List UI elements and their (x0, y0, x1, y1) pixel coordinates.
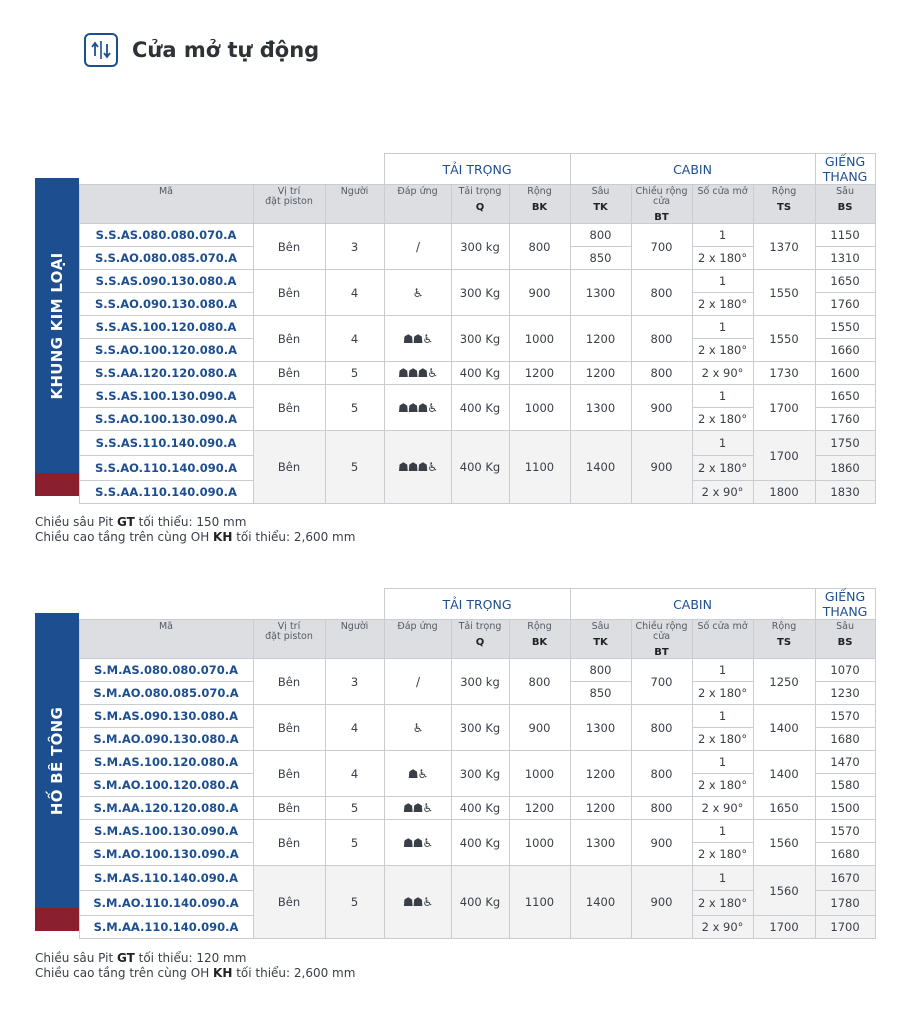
spec-table (35, 588, 876, 939)
model-code: S.S.AA.120.120.080.A (79, 362, 253, 385)
col-piston-line1: Vị trí (277, 621, 301, 632)
persons: 5 (325, 431, 384, 504)
spacer (35, 154, 384, 185)
shaft-depth: 1760 (815, 293, 875, 316)
band-cell (35, 866, 79, 891)
shaft-depth: 1310 (815, 247, 875, 270)
load-value: 400 Kg (451, 866, 509, 939)
col-door-line1: Chiều rộng (635, 621, 688, 632)
model-code: S.S.AS.100.120.080.A (79, 316, 253, 339)
shaft-depth: 1750 (815, 431, 875, 456)
door-count: 1 (692, 385, 753, 408)
cabin-width: 1000 (509, 316, 570, 362)
load-value: 300 kg (451, 659, 509, 705)
persons: 4 (325, 751, 384, 797)
shaft-depth: 1570 (815, 705, 875, 728)
col-shaft-width (753, 185, 815, 224)
cabin-depth: 1200 (570, 316, 631, 362)
cabin-depth: 850 (570, 682, 631, 705)
shaft-depth: 1580 (815, 774, 875, 797)
col-door-width (631, 620, 692, 659)
cabin-width: 800 (509, 224, 570, 270)
band-cell (35, 185, 79, 224)
col-shaft-width (753, 620, 815, 659)
table-khung-kim-loai (35, 153, 876, 502)
note-overhead: Chiều cao tầng trên cùng OH KH tối thiểu: 2,600 mm (35, 966, 356, 980)
model-code: S.S.AO.100.130.090.A (79, 408, 253, 431)
col-shaft-depth-label: Sâu (836, 186, 854, 197)
vertical-band-label: HỐ BÊ TÔNG (48, 706, 66, 815)
door-width: 900 (631, 866, 692, 939)
col-code: Mã (79, 620, 253, 659)
shaft-width: 1250 (753, 659, 815, 705)
shaft-width: 1370 (753, 224, 815, 270)
cabin-depth: 1200 (570, 751, 631, 797)
band-cell (35, 891, 79, 916)
persons: 3 (325, 659, 384, 705)
col-shaft-depth-symbol: BS (837, 637, 853, 648)
page-header (84, 33, 319, 67)
col-piston-line2: đặt piston (265, 631, 313, 642)
vertical-band-label: KHUNG KIM LOẠI (48, 252, 66, 399)
door-count: 1 (692, 224, 753, 247)
load-value: 400 Kg (451, 431, 509, 504)
cabin-depth: 850 (570, 247, 631, 270)
load-value: 300 Kg (451, 270, 509, 316)
band-cell (35, 385, 79, 408)
col-shaft-width-symbol: TS (777, 202, 792, 213)
door-count: 2 x 90° (692, 481, 753, 504)
piston-position: Bên (253, 224, 325, 270)
spec-table (35, 153, 876, 504)
col-access: Đáp ứng (384, 620, 451, 659)
piston-position: Bên (253, 385, 325, 431)
load-value: 300 Kg (451, 316, 509, 362)
col-cabin-depth (570, 620, 631, 659)
col-piston-line2: đặt piston (265, 196, 313, 207)
door-width: 800 (631, 751, 692, 797)
table-ho-be-tong (35, 588, 876, 937)
col-load (451, 185, 509, 224)
model-code: S.S.AS.100.130.090.A (79, 385, 253, 408)
shaft-depth: 1780 (815, 891, 875, 916)
col-cabin-width (509, 185, 570, 224)
door-width: 900 (631, 385, 692, 431)
accessibility-icon: ☗☗♿ (384, 797, 451, 820)
model-code: S.M.AO.100.120.080.A (79, 774, 253, 797)
group-shaft: GIẾNG THANG (815, 589, 875, 620)
persons: 5 (325, 866, 384, 939)
table-row (35, 224, 875, 247)
table-row (35, 316, 875, 339)
cabin-depth: 1300 (570, 270, 631, 316)
page-title: Cửa mở tự động (132, 38, 320, 62)
model-code: S.M.AS.100.120.080.A (79, 751, 253, 774)
door-count: 2 x 180° (692, 728, 753, 751)
cabin-width: 900 (509, 705, 570, 751)
piston-position: Bên (253, 431, 325, 504)
col-persons: Người (325, 620, 384, 659)
persons: 4 (325, 316, 384, 362)
cabin-width: 1200 (509, 797, 570, 820)
model-code: S.M.AS.100.130.090.A (79, 820, 253, 843)
accessibility-icon: ☗♿ (384, 751, 451, 797)
accessibility-icon: / (384, 224, 451, 270)
shaft-depth: 1700 (815, 916, 875, 939)
piston-position: Bên (253, 705, 325, 751)
shaft-depth: 1550 (815, 316, 875, 339)
model-code: S.S.AO.080.085.070.A (79, 247, 253, 270)
cabin-depth: 1200 (570, 797, 631, 820)
shaft-depth: 1470 (815, 751, 875, 774)
band-cell (35, 339, 79, 362)
col-cabin-depth-label: Sâu (591, 621, 610, 632)
load-value: 400 Kg (451, 820, 509, 866)
model-code: S.M.AO.090.130.080.A (79, 728, 253, 751)
door-count: 2 x 180° (692, 247, 753, 270)
band-cell (35, 247, 79, 270)
table-row (35, 362, 875, 385)
table-row (35, 659, 875, 682)
door-width: 800 (631, 705, 692, 751)
elevator-updown-icon (84, 33, 118, 67)
band-cell (35, 705, 79, 728)
shaft-depth: 1650 (815, 385, 875, 408)
persons: 5 (325, 385, 384, 431)
col-load-symbol: Q (475, 637, 485, 648)
shaft-width: 1550 (753, 316, 815, 362)
band-cell (35, 408, 79, 431)
group-load: TẢI TRỌNG (384, 589, 570, 620)
col-cabin-depth-symbol: TK (593, 637, 608, 648)
col-door-line1: Chiều rộng (635, 186, 688, 197)
band-cell (35, 431, 79, 456)
accessibility-icon: ♿ (384, 270, 451, 316)
model-code: S.S.AA.110.140.090.A (79, 481, 253, 504)
col-door-line2: cửa (652, 631, 671, 642)
piston-position: Bên (253, 866, 325, 939)
door-width: 700 (631, 224, 692, 270)
door-width: 700 (631, 659, 692, 705)
model-code: S.S.AS.110.140.090.A (79, 431, 253, 456)
band-cell (35, 362, 79, 385)
shaft-width: 1730 (753, 362, 815, 385)
shaft-width: 1700 (753, 431, 815, 481)
group-cabin: CABIN (570, 154, 815, 185)
door-count: 2 x 90° (692, 362, 753, 385)
col-shaft-depth (815, 620, 875, 659)
shaft-width: 1550 (753, 270, 815, 316)
piston-position: Bên (253, 362, 325, 385)
shaft-width: 1560 (753, 820, 815, 866)
cabin-depth: 1300 (570, 705, 631, 751)
col-load (451, 620, 509, 659)
load-value: 300 kg (451, 224, 509, 270)
model-code: S.S.AO.090.130.080.A (79, 293, 253, 316)
model-code: S.S.AS.090.130.080.A (79, 270, 253, 293)
col-door-line2: cửa (652, 196, 671, 207)
table-row (35, 866, 875, 891)
door-count: 1 (692, 316, 753, 339)
col-cabin-depth (570, 185, 631, 224)
load-value: 400 Kg (451, 362, 509, 385)
accessibility-icon: ☗☗☗♿ (384, 362, 451, 385)
load-value: 400 Kg (451, 385, 509, 431)
piston-position: Bên (253, 820, 325, 866)
cabin-depth: 1200 (570, 362, 631, 385)
group-shaft: GIẾNG THANG (815, 154, 875, 185)
door-count: 1 (692, 270, 753, 293)
band-cell (35, 316, 79, 339)
col-door-symbol: BT (654, 212, 669, 223)
model-code: S.M.AO.110.140.090.A (79, 891, 253, 916)
door-width: 900 (631, 431, 692, 504)
shaft-depth: 1070 (815, 659, 875, 682)
note-pit-depth: Chiều sâu Pit GT tối thiểu: 120 mm (35, 951, 247, 965)
col-cabin-width-label: Rộng (527, 621, 552, 632)
notes-table1 (35, 515, 355, 545)
accessibility-icon: ☗☗☗♿ (384, 385, 451, 431)
note-overhead: Chiều cao tầng trên cùng OH KH tối thiểu: 2,600 mm (35, 530, 356, 544)
cabin-width: 800 (509, 659, 570, 705)
col-shaft-width-label: Rộng (771, 621, 797, 632)
cabin-depth: 1400 (570, 866, 631, 939)
door-width: 800 (631, 316, 692, 362)
shaft-width: 1400 (753, 751, 815, 797)
col-load-label: Tải trọng (458, 621, 502, 632)
shaft-depth: 1150 (815, 224, 875, 247)
band-cell (35, 270, 79, 293)
cabin-width: 1000 (509, 751, 570, 797)
band-cell (35, 916, 79, 939)
band-cell (35, 224, 79, 247)
door-width: 900 (631, 820, 692, 866)
accessibility-icon: ☗☗♿ (384, 820, 451, 866)
door-count: 1 (692, 751, 753, 774)
model-code: S.S.AO.110.140.090.A (79, 456, 253, 481)
door-count: 2 x 180° (692, 456, 753, 481)
spacer (35, 589, 384, 620)
shaft-depth: 1570 (815, 820, 875, 843)
shaft-width: 1700 (753, 385, 815, 431)
shaft-width: 1700 (753, 916, 815, 939)
door-count: 2 x 90° (692, 797, 753, 820)
cabin-width: 1000 (509, 820, 570, 866)
cabin-depth: 800 (570, 659, 631, 682)
door-count: 2 x 180° (692, 774, 753, 797)
persons: 4 (325, 705, 384, 751)
door-count: 2 x 90° (692, 916, 753, 939)
model-code: S.M.AS.110.140.090.A (79, 866, 253, 891)
door-count: 1 (692, 431, 753, 456)
door-count: 1 (692, 659, 753, 682)
cabin-width: 1100 (509, 431, 570, 504)
cabin-width: 900 (509, 270, 570, 316)
model-code: S.S.AO.100.120.080.A (79, 339, 253, 362)
model-code: S.M.AA.110.140.090.A (79, 916, 253, 939)
table-row (35, 751, 875, 774)
col-load-label: Tải trọng (458, 186, 502, 197)
col-shaft-depth-label: Sâu (836, 621, 854, 632)
group-load: TẢI TRỌNG (384, 154, 570, 185)
door-count: 2 x 180° (692, 891, 753, 916)
shaft-depth: 1760 (815, 408, 875, 431)
col-cabin-depth-label: Sâu (591, 186, 610, 197)
persons: 5 (325, 362, 384, 385)
door-count: 2 x 180° (692, 843, 753, 866)
shaft-width: 1560 (753, 866, 815, 916)
door-count: 1 (692, 820, 753, 843)
col-access: Đáp ứng (384, 185, 451, 224)
col-piston (253, 620, 325, 659)
shaft-depth: 1680 (815, 843, 875, 866)
piston-position: Bên (253, 797, 325, 820)
band-cell (35, 620, 79, 659)
persons: 3 (325, 224, 384, 270)
door-width: 800 (631, 270, 692, 316)
col-shaft-width-label: Rộng (771, 186, 797, 197)
load-value: 300 Kg (451, 705, 509, 751)
piston-position: Bên (253, 270, 325, 316)
model-code: S.M.AO.080.085.070.A (79, 682, 253, 705)
shaft-depth: 1650 (815, 270, 875, 293)
shaft-depth: 1830 (815, 481, 875, 504)
col-doors: Số cửa mở (692, 620, 753, 659)
model-code: S.M.AS.090.130.080.A (79, 705, 253, 728)
model-code: S.M.AO.100.130.090.A (79, 843, 253, 866)
piston-position: Bên (253, 659, 325, 705)
model-code: S.M.AS.080.080.070.A (79, 659, 253, 682)
shaft-depth: 1600 (815, 362, 875, 385)
cabin-width: 1100 (509, 866, 570, 939)
band-cell (35, 843, 79, 866)
cabin-width: 1200 (509, 362, 570, 385)
load-value: 400 Kg (451, 797, 509, 820)
accessibility-icon: ☗☗♿ (384, 866, 451, 939)
band-cell (35, 293, 79, 316)
door-count: 1 (692, 705, 753, 728)
table-row (35, 797, 875, 820)
col-persons: Người (325, 185, 384, 224)
table-row (35, 270, 875, 293)
table-row (35, 431, 875, 456)
col-piston-line1: Vị trí (277, 186, 301, 197)
group-cabin: CABIN (570, 589, 815, 620)
band-cell (35, 682, 79, 705)
piston-position: Bên (253, 316, 325, 362)
col-shaft-depth (815, 185, 875, 224)
door-width: 800 (631, 797, 692, 820)
col-piston (253, 185, 325, 224)
accessibility-icon: ♿ (384, 705, 451, 751)
band-cell (35, 728, 79, 751)
shaft-width: 1400 (753, 705, 815, 751)
cabin-depth: 1300 (570, 820, 631, 866)
shaft-depth: 1230 (815, 682, 875, 705)
accessibility-icon: ☗☗♿ (384, 316, 451, 362)
col-cabin-depth-symbol: TK (593, 202, 608, 213)
col-cabin-width-symbol: BK (531, 637, 548, 648)
shaft-width: 1650 (753, 797, 815, 820)
col-cabin-width-label: Rộng (527, 186, 552, 197)
band-cell (35, 774, 79, 797)
table-row (35, 820, 875, 843)
load-value: 300 Kg (451, 751, 509, 797)
door-count: 2 x 180° (692, 339, 753, 362)
col-load-symbol: Q (475, 202, 485, 213)
col-cabin-width-symbol: BK (531, 202, 548, 213)
col-shaft-width-symbol: TS (777, 637, 792, 648)
shaft-depth: 1500 (815, 797, 875, 820)
band-cell (35, 820, 79, 843)
model-code: S.M.AA.120.120.080.A (79, 797, 253, 820)
shaft-depth: 1860 (815, 456, 875, 481)
door-count: 2 x 180° (692, 293, 753, 316)
col-doors: Số cửa mở (692, 185, 753, 224)
col-door-width (631, 185, 692, 224)
col-code: Mã (79, 185, 253, 224)
persons: 4 (325, 270, 384, 316)
cabin-width: 1000 (509, 385, 570, 431)
table-row (35, 385, 875, 408)
door-count: 2 x 180° (692, 682, 753, 705)
col-door-symbol: BT (654, 647, 669, 658)
band-cell (35, 456, 79, 481)
cabin-depth: 1400 (570, 431, 631, 504)
table-row (35, 705, 875, 728)
persons: 5 (325, 797, 384, 820)
cabin-depth: 800 (570, 224, 631, 247)
band-cell (35, 797, 79, 820)
band-cell (35, 481, 79, 504)
accessibility-icon: ☗☗☗♿ (384, 431, 451, 504)
note-pit-depth: Chiều sâu Pit GT tối thiểu: 150 mm (35, 515, 247, 529)
shaft-width: 1800 (753, 481, 815, 504)
band-cell (35, 751, 79, 774)
col-cabin-width (509, 620, 570, 659)
door-count: 1 (692, 866, 753, 891)
cabin-depth: 1300 (570, 385, 631, 431)
shaft-depth: 1660 (815, 339, 875, 362)
col-shaft-depth-symbol: BS (837, 202, 853, 213)
door-width: 800 (631, 362, 692, 385)
piston-position: Bên (253, 751, 325, 797)
shaft-depth: 1670 (815, 866, 875, 891)
model-code: S.S.AS.080.080.070.A (79, 224, 253, 247)
accessibility-icon: / (384, 659, 451, 705)
band-cell (35, 659, 79, 682)
shaft-depth: 1680 (815, 728, 875, 751)
notes-table2 (35, 951, 355, 981)
persons: 5 (325, 820, 384, 866)
door-count: 2 x 180° (692, 408, 753, 431)
